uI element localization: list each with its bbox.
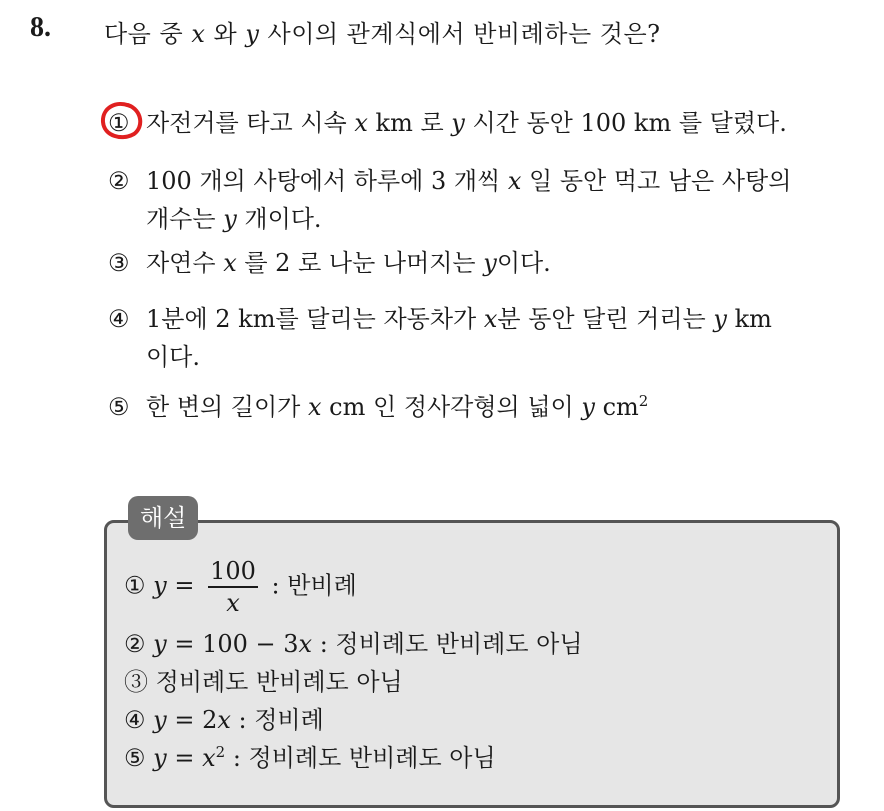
question-text-part: 사이의 관계식에서 반비례하는 것은? xyxy=(259,20,661,48)
option-text: 자전거를 타고 시속 xyxy=(146,109,355,137)
variable-y: y xyxy=(713,305,727,333)
variable-x: x xyxy=(507,167,522,195)
option-mark: ① xyxy=(108,109,130,137)
variable-y: y xyxy=(153,744,167,772)
solution-mark: ⑤ xyxy=(124,744,146,772)
option-mark: ② xyxy=(108,167,130,195)
solution-line-3 xyxy=(124,662,403,697)
variable-x: x xyxy=(298,630,313,658)
equation-text: = 100 − 3 xyxy=(166,630,299,658)
option-text: 분 동안 달린 거리는 xyxy=(497,305,714,333)
variable-y: y xyxy=(153,630,167,658)
option-3[interactable] xyxy=(108,244,848,282)
variable-y: y xyxy=(483,249,497,277)
equation-text: = xyxy=(166,571,203,600)
variable-y: y xyxy=(245,20,260,48)
solution-line-4 xyxy=(124,700,324,735)
variable-x: x xyxy=(217,706,231,734)
variable-y: y xyxy=(153,571,167,600)
variable-x: x xyxy=(202,744,216,772)
equation-text: = 2 xyxy=(166,706,218,734)
superscript: 2 xyxy=(215,743,226,761)
option-5[interactable] xyxy=(108,382,848,426)
variable-y: y xyxy=(451,109,465,137)
option-text: 자연수 xyxy=(146,249,224,277)
fraction-numerator: 100 xyxy=(208,556,258,588)
equation-text: = xyxy=(166,744,203,772)
variable-x: x xyxy=(308,393,322,421)
option-text: cm 인 정사각형의 넓이 xyxy=(321,393,582,421)
option-text: 이다. xyxy=(496,249,551,277)
question-text-part: 다음 중 xyxy=(104,20,192,48)
solution-text: : 정비례도 반비례도 아님 xyxy=(225,744,496,772)
question-text-part: 와 xyxy=(205,20,246,48)
solution-text: : 반비례 xyxy=(263,571,357,600)
solution-text: 정비례도 반비례도 아님 xyxy=(148,668,403,696)
variable-x: x xyxy=(483,305,498,333)
variable-x: x xyxy=(223,249,237,277)
option-mark: ④ xyxy=(108,305,130,333)
solution-mark: ② xyxy=(124,630,146,658)
variable-x: x xyxy=(354,109,368,137)
option-text: 한 변의 길이가 xyxy=(146,393,308,421)
question-number: 8. xyxy=(30,12,51,43)
solution-line-2 xyxy=(124,624,583,659)
solution-text: : 정비례 xyxy=(230,706,324,734)
option-text: 개수는 xyxy=(146,205,224,233)
option-1[interactable] xyxy=(108,104,848,142)
solution-line-1 xyxy=(124,556,357,618)
variable-y: y xyxy=(153,706,167,734)
option-text: 1분에 2 km를 달리는 자동차가 xyxy=(146,305,484,333)
solution-mark: ① xyxy=(124,571,146,600)
option-text: 를 2 로 나눈 나머지는 xyxy=(236,249,484,277)
option-mark: ③ xyxy=(108,249,130,277)
option-text: 100 개의 사탕에서 하루에 3 개씩 xyxy=(146,167,508,195)
option-text: km xyxy=(726,305,772,333)
question-text xyxy=(104,14,661,49)
superscript: 2 xyxy=(638,392,649,410)
solution-tag: 해설 xyxy=(128,496,198,540)
option-mark: ⑤ xyxy=(108,393,130,421)
option-text: 개이다. xyxy=(236,205,322,233)
variable-y: y xyxy=(581,393,595,421)
solution-text: : 정비례도 반비례도 아님 xyxy=(312,630,583,658)
option-text: cm xyxy=(594,393,639,421)
variable-y: y xyxy=(223,205,237,233)
solution-line-5 xyxy=(124,738,496,773)
fraction-denominator: x xyxy=(226,589,240,617)
option-text: km 로 xyxy=(367,109,452,137)
option-text: 이다. xyxy=(146,343,200,371)
option-2[interactable] xyxy=(108,162,848,238)
solution-mark: ④ xyxy=(124,706,146,734)
variable-x: x xyxy=(191,20,206,48)
fraction xyxy=(208,556,258,618)
solution-mark: ③ xyxy=(124,668,148,696)
option-text: 시간 동안 100 km 를 달렸다. xyxy=(464,109,787,137)
option-text: 일 동안 먹고 남은 사탕의 xyxy=(521,167,792,195)
option-4[interactable] xyxy=(108,300,848,376)
